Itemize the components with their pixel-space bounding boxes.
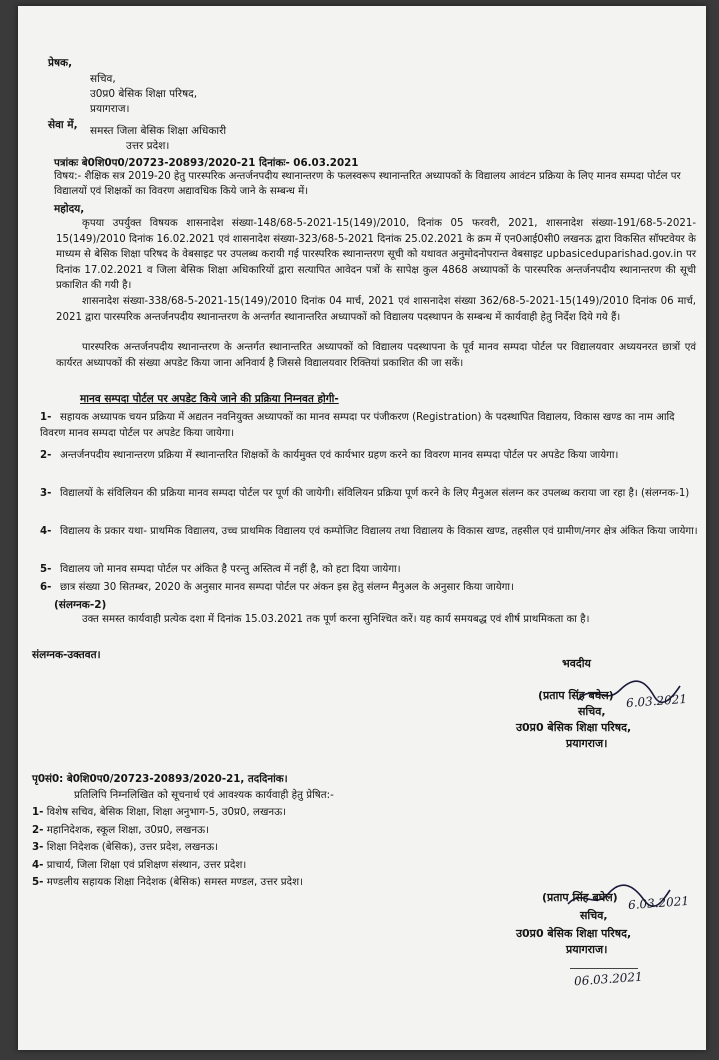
from-line: उ0प्र0 बेसिक शिक्षा परिषद, bbox=[90, 88, 198, 100]
point-item bbox=[40, 410, 700, 441]
paragraph-3: पारस्परिक अन्तर्जनपदीय स्थानान्तरण के अन्तर्गत स्थानान्तरित अध्यापकों को विद्यालय पदस्थापना के पूर्व मानव सम्पदा पोर्टल पर विद्यालयवार अध्ययनरत छात्रों एवं कार्यरत अध्यापकों की संख्या अपडेट किया जाना अनिवार्य है जिससे विद्यालयवार रिक्तियां प्रकाशित की जा सकें। bbox=[56, 342, 696, 369]
copy-item bbox=[32, 857, 303, 875]
handwritten-date: 6.03.2021 bbox=[625, 691, 688, 711]
handwritten-date-2b: 6.03.2021 bbox=[627, 893, 690, 913]
copy-item bbox=[32, 874, 303, 892]
point-number: 6- bbox=[40, 582, 52, 593]
copy-item bbox=[32, 839, 303, 857]
point-text: अन्तर्जनपदीय स्थानान्तरण प्रक्रिया में स्थानान्तरित शिक्षकों के कार्यमुक्त एवं कार्यभार ग्रहण करने का विवरण मानव सम्पदा पोर्टल पर अपडेट किया जायेगा। bbox=[60, 450, 619, 461]
point-number: 2- bbox=[40, 450, 52, 461]
point-text: छात्र संख्या 30 सितम्बर, 2020 के अनुसार मानव सम्पदा पोर्टल पर अंकन इस हेतु संलग्न मैनुअल के अनुसार किया जायेगा। bbox=[60, 582, 514, 593]
from-label: प्रेषक, bbox=[48, 57, 73, 69]
signatory-org: उ0प्र0 बेसिक शिक्षा परिषद, bbox=[516, 721, 632, 734]
process-heading: मानव सम्पदा पोर्टल पर अपडेट किये जाने की प्रक्रिया निम्नवत होगी- bbox=[80, 393, 339, 405]
signatory-name-2: (प्रताप सिंह बघेल) bbox=[542, 891, 618, 904]
copy-number: 4- bbox=[32, 858, 44, 871]
copy-item bbox=[32, 804, 303, 822]
to-block bbox=[90, 124, 226, 154]
from-block bbox=[90, 72, 197, 117]
signatory-title: सचिव, bbox=[578, 705, 606, 718]
copy-number: 2- bbox=[32, 823, 44, 836]
copy-text: शिक्षा निदेशक (बेसिक), उत्तर प्रदेश, लखनऊ। bbox=[46, 841, 218, 853]
point-text: विद्यालय के प्रकार यथा- प्राथमिक विद्यालय, उच्च प्राथमिक विद्यालय एवं कम्पोजिट विद्यालय तथा विद्यालय के विकास खण्ड, तहसील एवं ग्रामीण/नगर क्षेत्र अंकित किया जायेगा। bbox=[60, 526, 698, 537]
point-number: 3- bbox=[40, 488, 52, 499]
closing-paragraph: उक्त समस्त कार्यवाही प्रत्येक दशा में दिनांक 15.03.2021 तक पूर्ण करना सुनिश्चित करें। यह कार्य समयबद्ध एवं शीर्ष प्राथमिकता का है। bbox=[82, 614, 590, 625]
copy-text: मण्डलीय सहायक शिक्षा निदेशक (बेसिक) समस्त मण्डल, उत्तर प्रदेश। bbox=[46, 876, 304, 888]
copy-number: 3- bbox=[32, 841, 44, 853]
point-text: विद्यालयों के संविलियन की प्रक्रिया मानव सम्पदा पोर्टल पर पूर्ण की जायेगी। संविलियन प्रक्रिया पूर्ण करने के लिए मैनुअल संलग्न कर उपलब्ध कराया जा रहा है। (संलग्नक-1) bbox=[60, 488, 690, 499]
copy-number: 5- bbox=[32, 876, 44, 888]
salutation: महोदय, bbox=[54, 203, 85, 215]
copy-number: 1- bbox=[32, 806, 44, 818]
signatory-city: प्रयागराज। bbox=[566, 737, 608, 750]
copy-item bbox=[32, 822, 303, 840]
point-item bbox=[40, 562, 700, 578]
attachment-2-label: (संलग्नक-2) bbox=[54, 599, 107, 611]
to-line: समस्त जिला बेसिक शिक्षा अधिकारी bbox=[90, 125, 227, 137]
from-line: प्रयागराज। bbox=[90, 103, 130, 115]
copy-text: महानिदेशक, स्कूल शिक्षा, उ0प्र0, लखनऊ। bbox=[46, 823, 210, 836]
letter-page bbox=[18, 6, 706, 1050]
paragraph-1: कृपया उपर्युक्त विषयक शासनादेश संख्या-148/68-5-2021-15(149)/2010, दिनांक 05 फरवरी, 2021, शासनादेश संख्या-191/68-5-2021-15(149)/2010 दिनांक 16.02.2021 एवं शासनादेश संख्या-323/68-5-2021 दिनांक 25.02.2021 के क्रम में एन0आई0सी0 लखनऊ द्वारा विकसित सॉफ्टवेयर के माध्यम से बेसिक शिक्षा परिषद के वेबसाइट पर उपलब्ध करायी गई पारस्परिक स्थानान्तरण सूची को यथावत अनुमोदनोपरान्त वेबसाइट upbasiceduparishad.gov.in पर दिनांक 17.02.2021 व जिला बेसिक शिक्षा अधिकारियों द्वारा सत्यापित आवेदन पत्रों के सापेक्ष कुल 4868 अध्यापकों के पारस्परिक अन्तर्जनपदीय स्थानान्तरण की सूची प्रकाशित की गयी है। bbox=[56, 218, 696, 292]
point-item bbox=[40, 448, 700, 464]
point-item bbox=[40, 524, 700, 540]
copy-text: विशेष सचिव, बेसिक शिक्षा, शिक्षा अनुभाग-5, उ0प्र0, लखनऊ। bbox=[46, 806, 287, 818]
copy-reference: पृ0सं0: बे0शि0प0/20723-20893/2020-21, तददिनांक। bbox=[32, 773, 288, 785]
copy-list bbox=[32, 804, 303, 892]
enclosure-note: संलग्नक-उक्तवत। bbox=[32, 649, 101, 661]
signatory-name: (प्रताप सिंह बघेल) bbox=[538, 689, 614, 702]
point-number: 5- bbox=[40, 564, 52, 575]
paragraph-2: शासनादेश संख्या-338/68-5-2021-15(149)/2010 दिनांक 04 मार्च, 2021 एवं शासनादेश संख्या 362/68-5-2021-15(149)/2010 दिनांक 06 मार्च, 2021 द्वारा पारस्परिक अन्तर्जनपदीय स्थानान्तरण के अन्तर्गत स्थानान्तरित अध्यापकों को विद्यालय पदस्थापन के सम्बन्ध में कार्यवाही हेतु निर्देश दिये गये हैं। bbox=[56, 296, 696, 323]
signatory-org-2: उ0प्र0 बेसिक शिक्षा परिषद, bbox=[516, 927, 632, 940]
date-underline bbox=[570, 968, 638, 969]
point-item bbox=[40, 486, 700, 502]
point-text: सहायक अध्यापक चयन प्रक्रिया में अद्यतन नवनियुक्त अध्यापकों का मानव सम्पदा पर पंजीकरण (Registration) के पदस्थापित विद्यालय, विकास खण्ड का नाम आदि विवरण मानव सम्पदा पोर्टल पर अपडेट किया जायेगा। bbox=[40, 412, 675, 439]
signatory-city-2: प्रयागराज। bbox=[566, 943, 608, 956]
point-number: 4- bbox=[40, 526, 52, 537]
from-line: सचिव, bbox=[90, 73, 116, 85]
to-line: उत्तर प्रदेश। bbox=[126, 140, 170, 152]
signatory-title-2: सचिव, bbox=[580, 909, 608, 922]
subject-line: विषय:- शैक्षिक सत्र 2019-20 हेतु पारस्परिक अन्तर्जनपदीय स्थानान्तरण के फलस्वरूप स्थानान्तरित अध्यापकों के विद्यालय आवंटन प्रक्रिया के लिए मानव सम्पदा पोर्टल पर विद्यालयों एवं शिक्षकों का विवरण अद्यावधिक किये जाने के सम्बन्ध में। bbox=[54, 171, 681, 197]
copy-text: प्राचार्य, जिला शिक्षा एवं प्रशिक्षण संस्थान, उत्तर प्रदेश। bbox=[46, 858, 247, 871]
point-item bbox=[40, 580, 700, 596]
to-label: सेवा में, bbox=[48, 119, 78, 131]
yours-faithfully: भवदीय bbox=[562, 657, 591, 670]
copy-intro: प्रतिलिपि निम्नलिखित को सूचनार्थ एवं आवश्यक कार्यवाही हेतु प्रेषित:- bbox=[74, 789, 334, 801]
point-text: विद्यालय जो मानव सम्पदा पोर्टल पर अंकित है परन्तु अस्तित्व में नहीं है, को हटा दिया जायेगा। bbox=[60, 564, 401, 575]
letter-number: पत्रांकः बे0शि0प0/20723-20893/2020-21 दिनांकः- 06.03.2021 bbox=[54, 157, 359, 169]
point-number: 1- bbox=[40, 412, 52, 423]
handwritten-date-2: 06.03.2021 bbox=[573, 969, 644, 989]
